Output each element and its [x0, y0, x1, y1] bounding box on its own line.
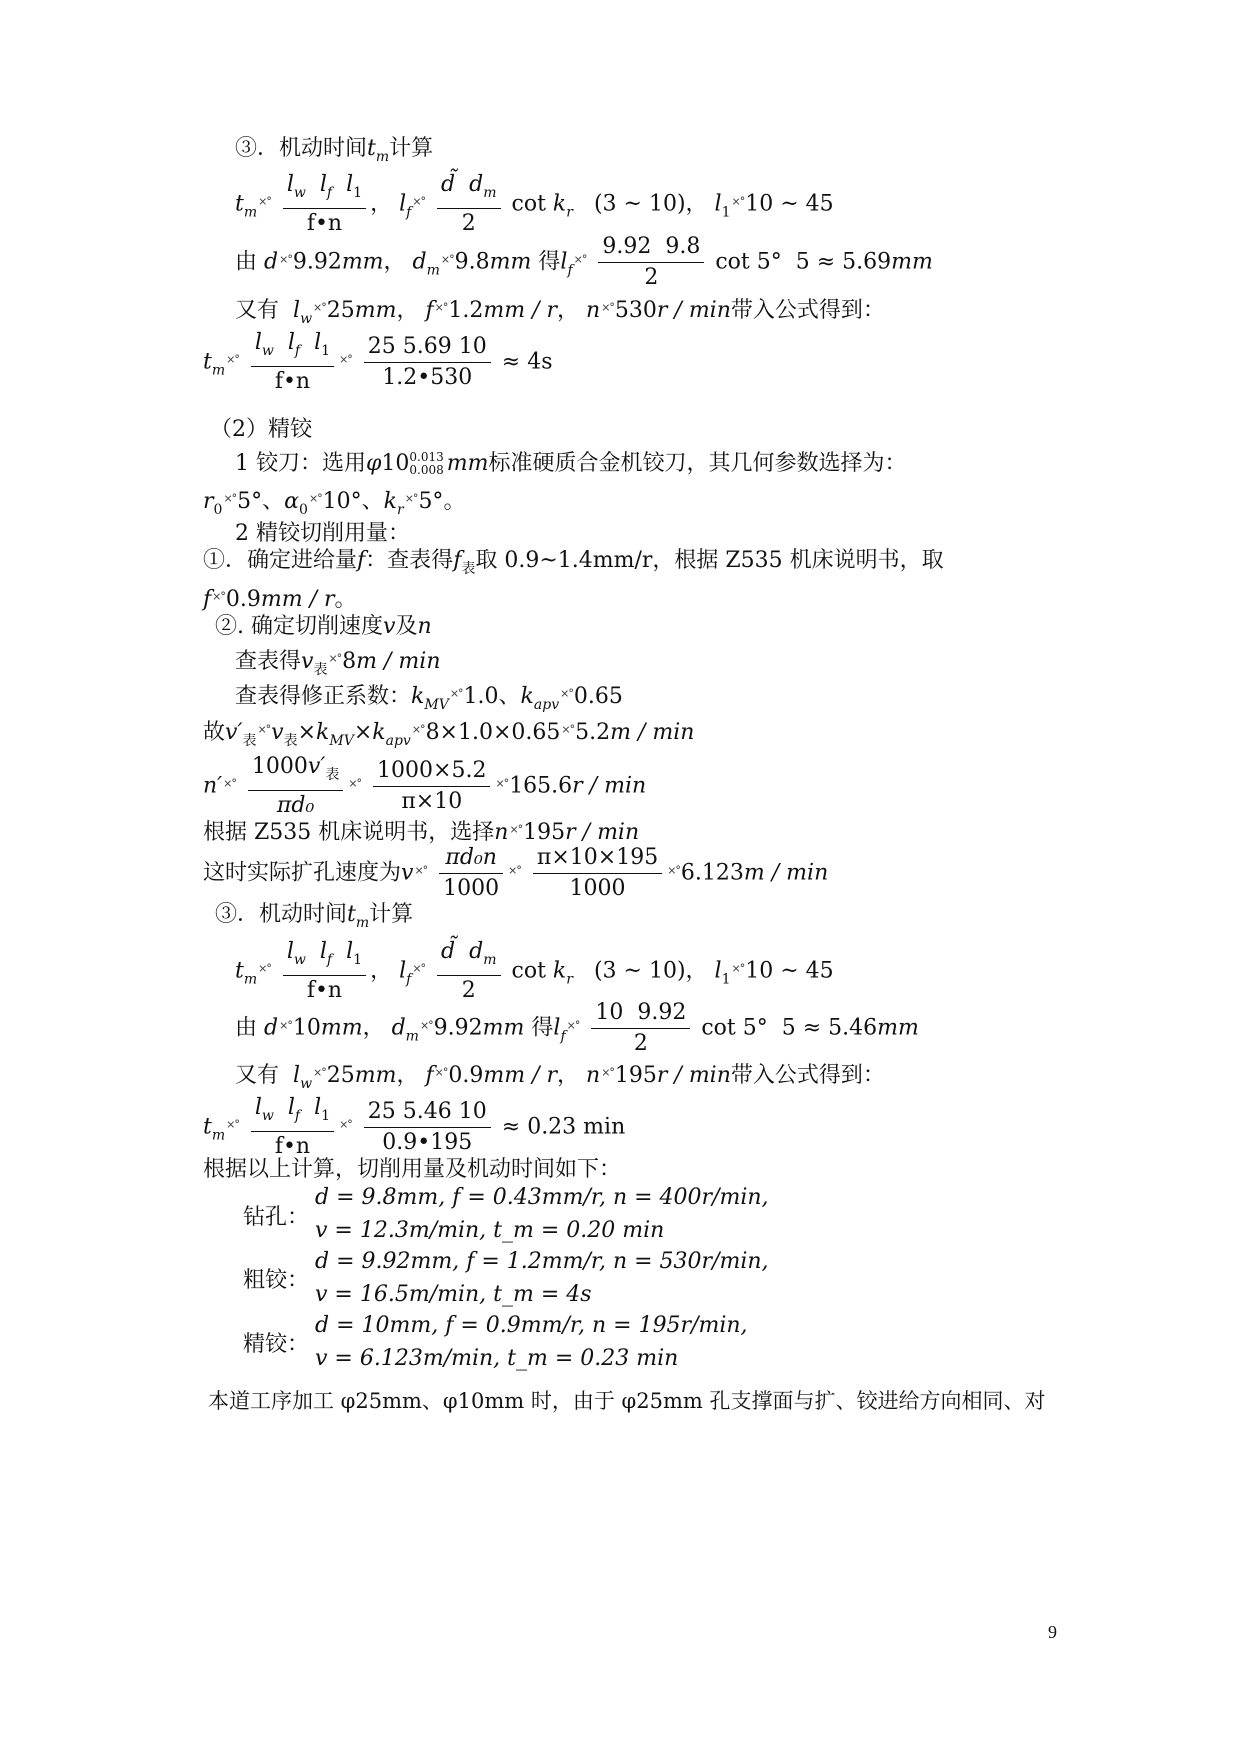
n-prime-num1: 1000	[251, 754, 308, 779]
v-prime-val: 5.2	[575, 720, 611, 745]
unit-mmin-3: m / min	[743, 860, 829, 886]
feed-value: f×°0.9mm / r。	[203, 587, 357, 612]
fraction-den-two-2: 2	[644, 265, 659, 290]
heading-text: ③．机动时间	[235, 136, 368, 161]
biao-sub: 表	[461, 561, 476, 577]
rough-line1: d = 9.92mm, f = 1.2mm/r, n = 530r/min,	[315, 1249, 769, 1274]
text-substitute-2: 带入公式得到：	[730, 1063, 885, 1088]
lf-num-a-2: 10	[595, 1000, 624, 1025]
result-rough-tm: $t_m^{\times^\circ}$ $\frac{l_w l_f l_1}{f•n}$ ×° $\frac{25 5.69 10}{1.2•530}$ ≈ 4s	[203, 328, 552, 397]
heading3-end: 计算	[369, 902, 414, 927]
formula-tm-general-2: $t_m^{\times^\circ}$ $\frac{l_w l_f l_1}{f•n}$ ， $l_f^{\times^\circ}$ $\frac{d̃ d_m}{2}$ $\cot k_r$ (3 ~ 10)， $l_1^{\times^\circ}10$ ~ 45	[235, 937, 834, 1006]
v-prime-line: 故$v'_表^{\times^\circ}v_表\times k_{MV}\times k_{apv}^{\times^\circ}8\times 1.0\times 0.65^{\times^\circ}5.2m / \min$	[203, 720, 695, 749]
fine-ream-title: （2）精铰	[210, 417, 312, 442]
correction-line: 查表得修正系数：$k_{MV}^{\times^\circ}1.0$、$k_{apv}^{\times^\circ}0.65$	[235, 684, 623, 713]
params-fine: 又有 $l_w^{\times^\circ}25mm$， f×°0.9mm / r， n×°195r / min带入公式得到：	[235, 1063, 885, 1092]
fraction-den-two: 2	[461, 211, 476, 236]
tm-num-2: 25 5.46 10	[364, 1097, 491, 1128]
fraction-lf-2: $\frac{d̃ d_m}{2}$	[437, 937, 500, 1006]
l1-range-2: 10 ~ 45	[745, 958, 834, 984]
n-value: 530	[614, 298, 657, 323]
speed-title: ②. 确定切削速度v及n	[215, 614, 432, 639]
text-youyou: 又有	[235, 298, 280, 323]
feed-text-3: 取 0.9~1.4mm/r，根据 Z535 机床说明书，取	[475, 548, 944, 573]
v-num2: π×10×195	[533, 843, 662, 874]
text-youyou-2: 又有	[235, 1063, 280, 1088]
fraction-den-two-3: 2	[461, 978, 476, 1003]
fraction-tm-3: $\frac{l_w l_f l_1}{f•n}$	[283, 937, 366, 1006]
table-v-val: 8	[342, 649, 357, 674]
choose-n-line: 根据 Z535 机床说明书，选择n×°195r / min	[203, 820, 640, 845]
pi-d0: πd₀	[276, 793, 315, 818]
text-you-2: 由	[235, 1015, 258, 1041]
choose-n-val: 195	[523, 820, 566, 845]
d-value-2: 10	[292, 1015, 321, 1041]
text-de-2: 得	[531, 1015, 554, 1041]
unit-rmin: r / min	[656, 298, 731, 323]
text-you: 由	[235, 249, 258, 275]
rough-line2: v = 16.5m/min, t_m = 4s	[315, 1282, 592, 1307]
formula-tm-general-1: $t_m^{\times^\circ}$ $\frac{l_w l_f l_1}{f•n}$ ， $l_f^{\times^\circ}$ $\frac{d̃ d_m}{2}$ $\cot k_r$ (3 ~ 10)， $l_1^{\times^\circ}10$ ~ 45	[235, 170, 834, 239]
feed-text-2: ：查表得	[365, 548, 454, 573]
cot5-2: cot 5°	[701, 1015, 768, 1041]
tm-result: ≈ 4s	[501, 349, 553, 375]
unit-mm: mm	[341, 249, 384, 275]
n-prime-val: 165.6	[509, 773, 573, 799]
fraction-n-prime-value	[373, 756, 490, 817]
v-prime-prefix: 故	[203, 720, 226, 745]
summary-label-drill: 钻孔：	[243, 1205, 310, 1230]
lf-result: 5 ≈ 5.69	[795, 249, 892, 275]
unit-mm-7: mm	[482, 1015, 525, 1041]
lf-num-a: 9.92	[602, 234, 652, 259]
summary-rough-line2	[315, 1280, 592, 1310]
range-text-2: (3 ~ 10)，	[593, 958, 708, 984]
tool-size: 10	[381, 451, 410, 476]
heading-rough-tm: ③．机动时间$t_m$计算	[235, 136, 434, 165]
given-fine: 由 d×°10mm， $d_m^{\times^\circ}9.92mm$ 得$l_f^{\times^\circ}$ $\frac{10 9.92}{2}$ cot 5° 5 ≈ 5.46mm	[235, 998, 919, 1059]
f-value: 1.2	[448, 298, 484, 323]
angles-line: $r_0^{\times^\circ}5^\circ$、$\alpha_0^{\times^\circ}10^\circ$、$k_r^{\times^\circ}5^\circ$。	[203, 489, 466, 518]
tool-line: 1 铰刀：选用φ10 0.013 0.008 mm标准硬质合金机铰刀，其几何参数选择为：	[235, 450, 907, 477]
drill-line1: d = 9.8mm, f = 0.43mm/r, n = 400r/min,	[315, 1185, 769, 1210]
biao-sub-4: 表	[283, 733, 298, 749]
heading-fine-tm: ③．机动时间$t_m$计算	[215, 902, 414, 931]
unit-mm-6: mm	[320, 1015, 363, 1041]
biao-sub-5: 表	[325, 767, 340, 783]
table-v-text: 查表得	[235, 649, 302, 674]
feed-val: 0.9	[225, 587, 261, 612]
n-prime-line: n′×° $\frac{1000v'_表}{\text{πd₀}} ^{\times^\circ}$ $\frac{1000\times 5.2}{\pi\times 10}$ ×°165.6r / min	[203, 752, 646, 821]
d-value: 9.92	[292, 249, 342, 275]
cot-text-2: cot	[511, 958, 546, 984]
heading3-text: ③．机动时间	[215, 902, 348, 927]
lw-value: 25	[326, 298, 355, 323]
result-fine-tm: $t_m^{\times^\circ}$ $\frac{l_w l_f l_1}{f•n}$ ×° $\frac{25 5.46 10}{0.9•195}$ ≈ 0.23 min	[203, 1093, 625, 1162]
summary-drill-line1	[315, 1183, 769, 1213]
unit-mmr: mm / r	[483, 298, 558, 323]
tol-upper: 0.013	[409, 450, 444, 464]
closing-line: 本道工序加工 φ25mm、φ10mm 时，由于 φ25mm 孔支撑面与扩、铰进给方向相同、对	[208, 1389, 1046, 1413]
lf-num-b-2: 9.92	[637, 1000, 687, 1025]
v-den-2: 1000	[569, 876, 626, 901]
fraction-n-prime: $\frac{1000v'_表}{\text{πd₀}}$	[248, 752, 343, 821]
params-rough: 又有 $l_w^{\times^\circ}25mm$， f×°1.2mm / r， n×°530r / min带入公式得到：	[235, 298, 885, 327]
fraction-lf-value-2	[591, 998, 690, 1059]
text-de: 得	[538, 249, 561, 275]
n-prime-num2: 1000×5.2	[373, 756, 490, 787]
tool-line-text: 1 铰刀：选用	[235, 451, 366, 476]
tol-lower: 0.008	[409, 463, 444, 477]
fraction-den: f•n	[306, 211, 343, 236]
pi-d0-n: πd₀n	[445, 845, 497, 870]
summary-fine-line2	[315, 1344, 678, 1374]
fraction-tm-2: $\frac{l_w l_f l_1}{f•n}$	[251, 328, 334, 397]
unit-mm-9: mm	[354, 1063, 397, 1088]
tm-den-2: 0.9•195	[382, 1130, 473, 1155]
l1-range: 10 ~ 45	[745, 191, 834, 217]
period: 。	[443, 489, 466, 514]
fraction-lf: $\frac{d̃ d_m}{2}$	[437, 170, 500, 239]
lw-value-2: 25	[326, 1063, 355, 1088]
cot5: cot 5°	[715, 249, 782, 275]
period-2: 。	[334, 587, 357, 612]
actual-speed-line: 这时实际扩孔速度为v×° $\frac{\text{πd₀n}}{1000}$ ×° $\frac{\pi\times 10\times 195}{1000}$ ×°6.123m / min	[203, 843, 828, 904]
feed-text-1: ①．确定进给量	[203, 548, 358, 573]
summary-fine-line1	[315, 1311, 748, 1341]
lf-num-b: 9.8	[665, 234, 701, 259]
unit-mm-5: mm	[446, 451, 489, 476]
fraction-tm-value	[364, 332, 491, 393]
tm-result-2: ≈ 0.23 min	[501, 1114, 626, 1140]
fraction-den-fn-3: f•n	[274, 1134, 311, 1159]
fraction-v	[439, 843, 503, 904]
fraction-den-fn-2: f•n	[306, 978, 343, 1003]
fraction-v-value	[533, 843, 662, 904]
unit-mmin-2: m / min	[610, 720, 695, 745]
summary-label-fine: 精铰：	[243, 1332, 310, 1357]
kapv: 0.65	[573, 684, 623, 709]
page-number: 9	[1048, 1622, 1057, 1642]
summary-label-rough: 粗铰：	[243, 1268, 310, 1293]
fine-line1: d = 10mm, f = 0.9mm/r, n = 195r/min,	[315, 1313, 748, 1338]
tool-desc: 标准硬质合金机铰刀，其几何参数选择为：	[488, 451, 907, 476]
unit-mmr-2: mm / r	[260, 587, 335, 612]
v-prime-expr: 8×1.0×0.65	[425, 720, 561, 745]
feed-line: ①．确定进给量f：查表得$f_表$取 0.9~1.4mm/r，根据 Z535 机床说明书，取	[203, 548, 944, 577]
kmv: 1.0	[463, 684, 499, 709]
summary-rough-line1	[315, 1247, 769, 1277]
unit-rmin-3: r / min	[565, 820, 640, 845]
unit-rmin-2: r / min	[572, 773, 647, 799]
fraction-tm-4: $\frac{l_w l_f l_1}{f•n}$	[251, 1093, 334, 1162]
v-den: 1000	[443, 876, 500, 901]
unit-mm-3: mm	[891, 249, 933, 275]
correction-text: 查表得修正系数：	[235, 684, 412, 709]
drill-line2: v = 12.3m/min, t_m = 0.20 min	[315, 1218, 665, 1243]
tm-den: 1.2•530	[382, 365, 473, 390]
v-val: 6.123	[680, 860, 744, 886]
table-v: 查表得$v_表^{\times^\circ}8m$ / min	[235, 649, 441, 678]
fraction-lf-value	[598, 232, 704, 293]
unit-mm-2: mm	[489, 249, 532, 275]
unit-rmin-4: r / min	[656, 1063, 731, 1088]
tm-num: 25 5.69 10	[364, 332, 491, 363]
fraction-den-two-4: 2	[633, 1031, 648, 1056]
dm-value: 9.8	[454, 249, 490, 275]
fraction-tm-value-2	[364, 1097, 491, 1158]
unit-mmin: m / min	[356, 649, 441, 674]
biao-sub-2: 表	[313, 662, 328, 678]
given-rough: 由 d×°9.92mm， $d_m^{\times^\circ}9.8mm$ 得$l_f^{\times^\circ}$ $\frac{9.92 9.8}{2}$ cot 5° 5 ≈ 5.69mm	[235, 232, 933, 293]
unit-mmr-3: mm / r	[483, 1063, 558, 1088]
fraction-tm: $\frac{l_w l_f l_1}{f•n}$	[283, 170, 366, 239]
speed-and: 及	[395, 614, 418, 639]
unit-mm-8: mm	[877, 1015, 919, 1041]
heading-suffix: 计算	[389, 136, 434, 161]
range-text: (3 ~ 10)，	[593, 191, 708, 217]
cut-title: 2 精铰切削用量：	[235, 521, 410, 546]
speed-title-text: ②. 确定切削速度	[215, 614, 383, 639]
choose-text: 根据 Z535 机床说明书，选择	[203, 820, 495, 845]
fine-line2: v = 6.123m/min, t_m = 0.23 min	[315, 1346, 679, 1371]
lf-result-2: 5 ≈ 5.46	[781, 1015, 878, 1041]
dm-value-2: 9.92	[433, 1015, 483, 1041]
f-value-2: 0.9	[448, 1063, 484, 1088]
summary-intro: 根据以上计算，切削用量及机动时间如下：	[203, 1157, 622, 1182]
actual-speed-text: 这时实际扩孔速度为	[203, 860, 402, 886]
unit-mm-4: mm	[354, 298, 397, 323]
n-prime-den2: π×10	[401, 789, 463, 814]
biao-sub-3: 表	[242, 733, 257, 749]
n-value-2: 195	[614, 1063, 657, 1088]
summary-drill-line2	[315, 1216, 664, 1246]
text-substitute: 带入公式得到：	[730, 298, 885, 323]
cot-text: cot	[511, 191, 546, 217]
fraction-den-fn: f•n	[274, 369, 311, 394]
